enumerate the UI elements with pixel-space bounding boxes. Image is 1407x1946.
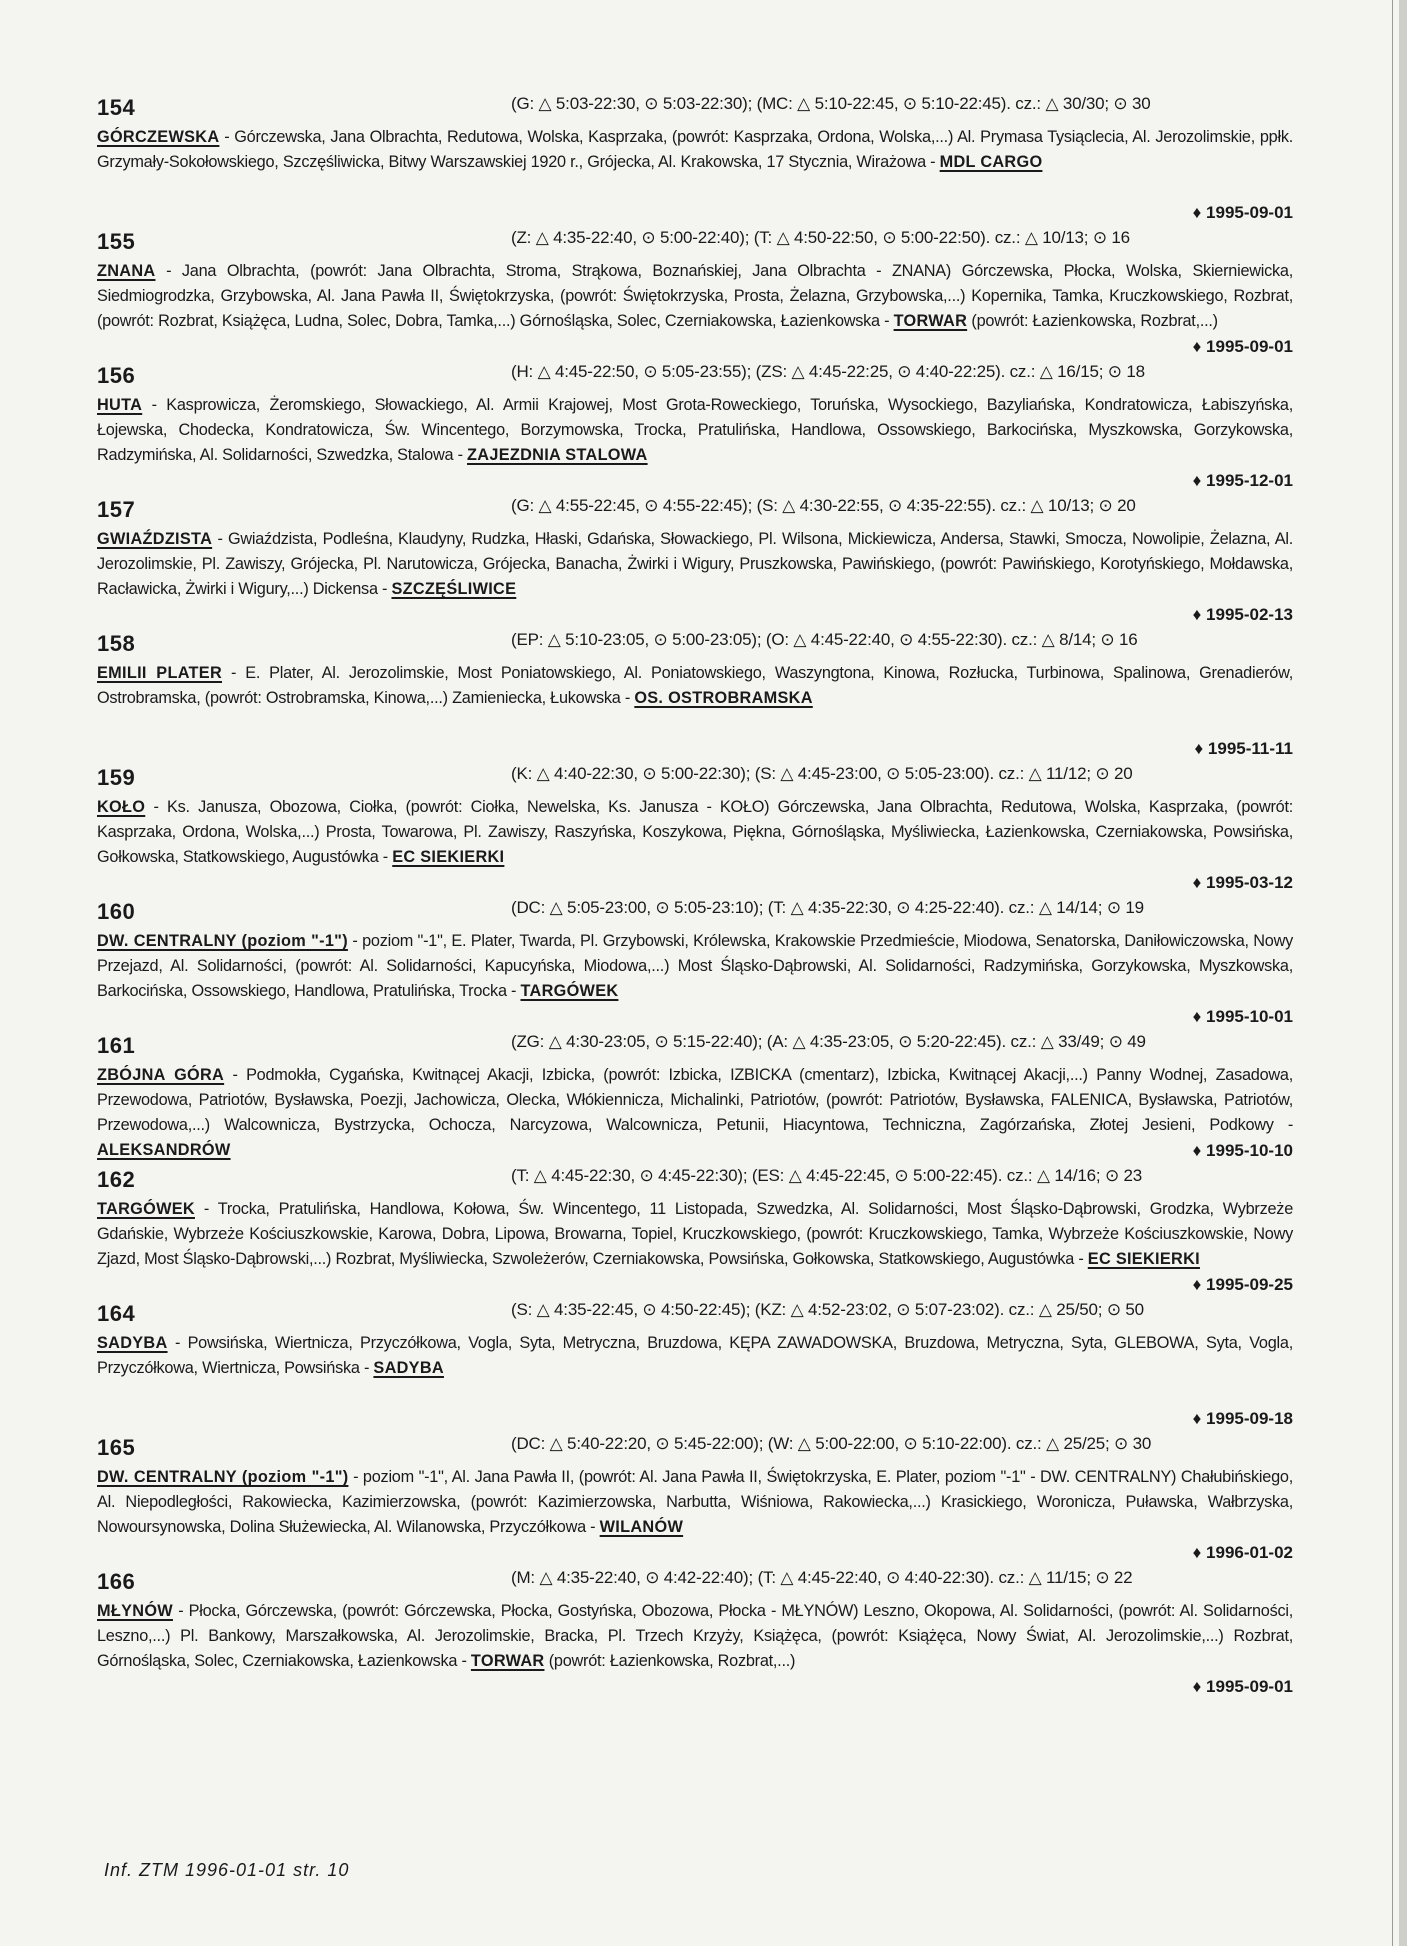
page-footer: Inf. ZTM 1996-01-01 str. 10 <box>104 1860 350 1880</box>
start-terminus: EMILII PLATER <box>97 664 223 682</box>
start-terminus: TARGÓWEK <box>97 1200 195 1218</box>
route-entry <box>97 1563 1293 1697</box>
route-tail: (powrót: Łazienkowska, Rozbrat,...) <box>544 1652 796 1670</box>
schedule-info: (EP: △ 5:10-23:05, ⊙ 5:00-23:05); (O: △ 4:45-22:40, ⊙ 4:55-22:30). cz.: △ 8/14; ⊙ 16 <box>511 630 1138 649</box>
route-entry <box>97 625 1293 759</box>
end-terminus: SADYBA <box>373 1359 444 1377</box>
effective-date: ♦ 1995-03-12 <box>1192 873 1293 892</box>
schedule-info: (M: △ 4:35-22:40, ⊙ 4:42-22:40); (T: △ 4:45-22:40, ⊙ 4:40-22:30). cz.: △ 11/15; ⊙ 22 <box>511 1568 1133 1587</box>
entry-header <box>97 1429 1293 1465</box>
line-number: 158 <box>97 631 136 656</box>
entry-header <box>97 1027 1293 1063</box>
route-streets: - Górczewska, Jana Olbrachta, Redutowa, Wolska, Kasprzaka, (powrót: Kasprzaka, Ordona, Wolska,...) Al. Prymasa Tysiąclecia, Al. Jerozolimskie, ppłk. Grzymały-Sokołowskiego, Szczęśliwicka, Bitwy Warszawskiej 1920 r., Grójecka, Al. Krakowska, 17 Stycznia, Wirażowa - <box>97 128 1293 171</box>
end-terminus: TARGÓWEK <box>520 982 619 1000</box>
start-terminus: SADYBA <box>97 1334 168 1352</box>
route-entry <box>97 89 1293 223</box>
route-entry <box>97 223 1293 357</box>
effective-date: ♦ 1995-09-25 <box>1192 1275 1293 1294</box>
route-streets: - Kasprowicza, Żeromskiego, Słowackiego, Al. Armii Krajowej, Most Grota-Roweckiego, Toruńska, Wysockiego, Bazyliańska, Kondratowicza, Łabiszyńska, Łojewska, Chodecka, Kondratowicza, Św. Wincentego, Borzymowska, Trocka, Pratulińska, Handlowa, Ossowskiego, Barkocińska, Myszkowska, Gorzykowska, Radzymińska, Al. Solidarności, Szwedzka, Stalowa - <box>97 396 1293 464</box>
route-description <box>97 527 1293 602</box>
route-streets: - poziom "-1", Al. Jana Pawła II, (powrót: Al. Jana Pawła II, Świętokrzyska, E. Plater, poziom "-1" - DW. CENTRALNY) Chałubińskiego, Al. Niepodległości, Rakowiecka, Kazimierzowska, (powrót: Kazimierzowska, Narbutta, Wiśniowa, Rakowiecka,...) Krasickiego, Woronicza, Puławska, Wałbrzyska, Nowoursynowska, Dolina Służewiecka, Al. Wilanowska, Przyczółkowa - <box>97 1468 1293 1536</box>
effective-date: ♦ 1995-09-01 <box>1192 337 1293 356</box>
schedule-info: (G: △ 5:03-22:30, ⊙ 5:03-22:30); (MC: △ 5:10-22:45, ⊙ 5:10-22:45). cz.: △ 30/30; ⊙ 30 <box>511 94 1151 113</box>
route-entry <box>97 759 1293 893</box>
schedule-info: (DC: △ 5:40-22:20, ⊙ 5:45-22:00); (W: △ 5:00-22:00, ⊙ 5:10-22:00). cz.: △ 25/25; ⊙ 30 <box>511 1434 1152 1453</box>
start-terminus: DW. CENTRALNY (poziom "-1") <box>97 1468 349 1486</box>
entry-header <box>97 223 1293 259</box>
line-number: 155 <box>97 229 136 254</box>
route-streets: - Trocka, Pratulińska, Handlowa, Kołowa, Św. Wincentego, 11 Listopada, Szwedzka, Al. Solidarności, Most Śląsko-Dąbrowski, Grodzka, Wybrzeże Gdańskie, Wybrzeże Kościuszkowskie, Karowa, Dobra, Lipowa, Browarna, Topiel, Kruczkowskiego, (powrót: Kruczkowskiego, Tamka, Wybrzeże Kościuszkowskie, Nowy Zjazd, Most Śląsko-Dąbrowski,...) Rozbrat, Myśliwiecka, Szwoleżerów, Czerniakowska, Powsińska, Gołkowska, Statkowskiego, Augustówka - <box>97 1200 1293 1268</box>
entry-header <box>97 357 1293 393</box>
line-number: 154 <box>97 95 136 120</box>
end-terminus: TORWAR <box>470 1652 545 1670</box>
line-number: 160 <box>97 899 136 924</box>
scan-edge <box>1399 0 1407 1946</box>
route-description <box>97 259 1293 334</box>
schedule-info: (S: △ 4:35-22:45, ⊙ 4:50-22:45); (KZ: △ 4:52-23:02, ⊙ 5:07-23:02). cz.: △ 25/50; ⊙ 50 <box>511 1300 1144 1319</box>
schedule-info: (G: △ 4:55-22:45, ⊙ 4:55-22:45); (S: △ 4:30-22:55, ⊙ 4:35-22:55). cz.: △ 10/13; ⊙ 20 <box>511 496 1136 515</box>
end-terminus: SZCZĘŚLIWICE <box>391 580 517 598</box>
line-number: 166 <box>97 1569 136 1594</box>
route-streets: - Ks. Janusza, Obozowa, Ciołka, (powrót: Ciołka, Newelska, Ks. Janusza - KOŁO) Górczewska, Jana Olbrachta, Redutowa, Wolska, Kasprzaka, (powrót: Kasprzaka, Ordona, Wolska,...) Prosta, Towarowa, Pl. Zawiszy, Raszyńska, Koszykowa, Piękna, Górnośląska, Myśliwiecka, Łazienkowska, Czerniakowska, Powsińska, Gołkowska, Statkowskiego, Augustówka - <box>97 798 1293 866</box>
end-terminus: ZAJEZDNIA STALOWA <box>467 446 648 464</box>
schedule-info: (DC: △ 5:05-23:00, ⊙ 5:05-23:10); (T: △ 4:35-22:30, ⊙ 4:25-22:40). cz.: △ 14/14; ⊙ 19 <box>511 898 1144 917</box>
start-terminus: HUTA <box>97 396 143 414</box>
route-description <box>97 1465 1293 1540</box>
route-description <box>97 1197 1293 1272</box>
effective-date: ♦ 1995-02-13 <box>1192 605 1293 624</box>
schedule-info: (Z: △ 4:35-22:40, ⊙ 5:00-22:40); (T: △ 4:50-22:50, ⊙ 5:00-22:50). cz.: △ 10/13; ⊙ 16 <box>511 228 1130 247</box>
effective-date: ♦ 1996-01-02 <box>1192 1543 1293 1562</box>
route-streets: - Płocka, Górczewska, (powrót: Górczewska, Płocka, Gostyńska, Obozowa, Płocka - MŁYNÓW) Leszno, Okopowa, Al. Solidarności, (powrót: Al. Solidarności, Leszno,...) Pl. Bankowy, Marszałkowska, Al. Jerozolimskie, Bracka, Pl. Trzech Krzyży, Książęca, (powrót: Książęca, Nowy Świat, Al. Jerozolimskie,...) Rozbrat, Górnośląska, Solec, Czerniakowska, Łazienkowska - <box>97 1602 1293 1670</box>
route-entry <box>97 1429 1293 1563</box>
entry-header <box>97 893 1293 929</box>
line-number: 161 <box>97 1033 136 1058</box>
entry-header <box>97 759 1293 795</box>
end-terminus: MDL CARGO <box>939 153 1043 171</box>
effective-date: ♦ 1995-10-01 <box>1192 1007 1293 1026</box>
route-streets: - Gwiaździsta, Podleśna, Klaudyny, Rudzka, Hłaski, Gdańska, Słowackiego, Pl. Wilsona, Mickiewicza, Andersa, Stawki, Smocza, Nowolipie, Żelazna, Al. Jerozolimskie, Pl. Zawiszy, Grójecka, Pl. Narutowicza, Grójecka, Banacha, Żwirki i Wigury, Pruszkowska, Pawińskiego, (powrót: Pawińskiego, Korotyńskiego, Mołdawska, Racławicka, Żwirki i Wigury,...) Dickensa - <box>97 530 1293 598</box>
route-streets: - poziom "-1", E. Plater, Twarda, Pl. Grzybowski, Królewska, Krakowskie Przedmieście, Miodowa, Senatorska, Daniłowiczowska, Nowy Przejazd, Al. Solidarności, (powrót: Al. Solidarności, Kapucyńska, Miodowa,...) Most Śląsko-Dąbrowski, Al. Solidarności, Radzymińska, Gorzykowska, Myszkowska, Barkocińska, Ossowskiego, Handlowa, Pratulińska, Trocka - <box>97 932 1293 1000</box>
start-terminus: MŁYNÓW <box>97 1602 173 1620</box>
route-description <box>97 1063 1293 1163</box>
end-terminus: EC SIEKIERKI <box>392 848 505 866</box>
entry-header <box>97 1295 1293 1331</box>
line-number: 162 <box>97 1167 136 1192</box>
start-terminus: GÓRCZEWSKA <box>97 128 220 146</box>
entry-header <box>97 89 1293 125</box>
route-streets: - E. Plater, Al. Jerozolimskie, Most Poniatowskiego, Al. Poniatowskiego, Waszyngtona, Kinowa, Rozłucka, Turbinowa, Spalinowa, Grenadierów, Ostrobramska, (powrót: Ostrobramska, Kinowa,...) Zamieniecka, Łukowska - <box>97 664 1293 707</box>
scan-edge-line <box>1392 0 1393 1946</box>
end-terminus: WILANÓW <box>599 1518 684 1536</box>
route-streets: - Jana Olbrachta, (powrót: Jana Olbrachta, Stroma, Strąkowa, Boznańskiej, Jana Olbrachta - ZNANA) Górczewska, Płocka, Wolska, Skierniewicka, Siedmiogrodzka, Grzybowska, Al. Jana Pawła II, Świętokrzyska, (powrót: Świętokrzyska, Prosta, Żelazna, Grzybowska,...) Kopernika, Tamka, Kruczkowskiego, Rozbrat, (powrót: Rozbrat, Książęca, Ludna, Solec, Dobra, Tamka,...) Górnośląska, Solec, Czerniakowska, Łazienkowska - <box>97 262 1293 330</box>
effective-date: ♦ 1995-09-01 <box>1192 1677 1293 1696</box>
route-description <box>97 125 1293 175</box>
start-terminus: ZNANA <box>97 262 156 280</box>
route-description <box>97 393 1293 468</box>
entry-header <box>97 491 1293 527</box>
route-tail: (powrót: Łazienkowska, Rozbrat,...) <box>967 312 1218 330</box>
route-entry <box>97 357 1293 491</box>
route-list <box>97 89 1293 1697</box>
schedule-info: (ZG: △ 4:30-23:05, ⊙ 5:15-22:40); (A: △ 4:35-23:05, ⊙ 5:20-22:45). cz.: △ 33/49; ⊙ 49 <box>511 1032 1146 1051</box>
start-terminus: ZBÓJNA GÓRA <box>97 1066 225 1084</box>
effective-date: ♦ 1995-11-11 <box>1194 739 1293 758</box>
entry-header <box>97 625 1293 661</box>
line-number: 159 <box>97 765 136 790</box>
schedule-info: (H: △ 4:45-22:50, ⊙ 5:05-23:55); (ZS: △ 4:45-22:25, ⊙ 4:40-22:25). cz.: △ 16/15; ⊙ 18 <box>511 362 1145 381</box>
end-terminus: ALEKSANDRÓW <box>97 1141 231 1159</box>
start-terminus: KOŁO <box>97 798 146 816</box>
line-number: 164 <box>97 1301 136 1326</box>
route-description <box>97 929 1293 1004</box>
route-entry <box>97 1161 1293 1295</box>
line-number: 165 <box>97 1435 136 1460</box>
route-description <box>97 795 1293 870</box>
schedule-info: (K: △ 4:40-22:30, ⊙ 5:00-22:30); (S: △ 4:45-23:00, ⊙ 5:05-23:00). cz.: △ 11/12; ⊙ 20 <box>511 764 1133 783</box>
effective-date: ♦ 1995-12-01 <box>1192 471 1293 490</box>
route-description <box>97 1331 1293 1381</box>
line-number: 157 <box>97 497 136 522</box>
route-entry <box>97 893 1293 1027</box>
effective-date: ♦ 1995-09-01 <box>1192 203 1293 222</box>
end-terminus: TORWAR <box>893 312 968 330</box>
entry-header <box>97 1161 1293 1197</box>
line-number: 156 <box>97 363 136 388</box>
effective-date: ♦ 1995-09-18 <box>1192 1409 1293 1428</box>
schedule-info: (T: △ 4:45-22:30, ⊙ 4:45-22:30); (ES: △ 4:45-22:45, ⊙ 5:00-22:45). cz.: △ 14/16; ⊙ 23 <box>511 1166 1143 1185</box>
route-streets: - Podmokła, Cygańska, Kwitnącej Akacji, Izbicka, (powrót: Izbicka, IZBICKA (cmentarz), Izbicka, Kwitnącej Akacji,...) Panny Wodnej, Zasadowa, Przewodowa, Patriotów, Bysławska, Poezji, Jachowicza, Olecka, Włókiennicza, Michalinki, Patriotów, (powrót: Patriotów, Bysławska, FALENICA, Bysławska, Patriotów, Przewodowa,...) Walcownicza, Bystrzycka, Ochocza, Narcyzowa, Walcownicza, Petunii, Hiacyntowa, Techniczna, Zagórzańska, Złotej Jesieni, Podkowy - <box>97 1066 1293 1134</box>
end-terminus: EC SIEKIERKI <box>1087 1250 1200 1268</box>
start-terminus: DW. CENTRALNY (poziom "-1") <box>97 932 348 950</box>
route-streets: - Powsińska, Wiertnicza, Przyczółkowa, Vogla, Syta, Metryczna, Bruzdowa, KĘPA ZAWADOWSKA, Bruzdowa, Metryczna, Syta, GLEBOWA, Syta, Vogla, Przyczółkowa, Wiertnicza, Powsińska - <box>97 1334 1293 1377</box>
start-terminus: GWIAŹDZISTA <box>97 530 213 548</box>
route-description <box>97 661 1293 711</box>
effective-date: ♦ 1995-10-10 <box>1192 1141 1293 1160</box>
route-description <box>97 1599 1293 1674</box>
route-entry <box>97 1027 1293 1161</box>
route-entry <box>97 1295 1293 1429</box>
end-terminus: OS. OSTROBRAMSKA <box>634 689 813 707</box>
route-entry <box>97 491 1293 625</box>
entry-header <box>97 1563 1293 1599</box>
